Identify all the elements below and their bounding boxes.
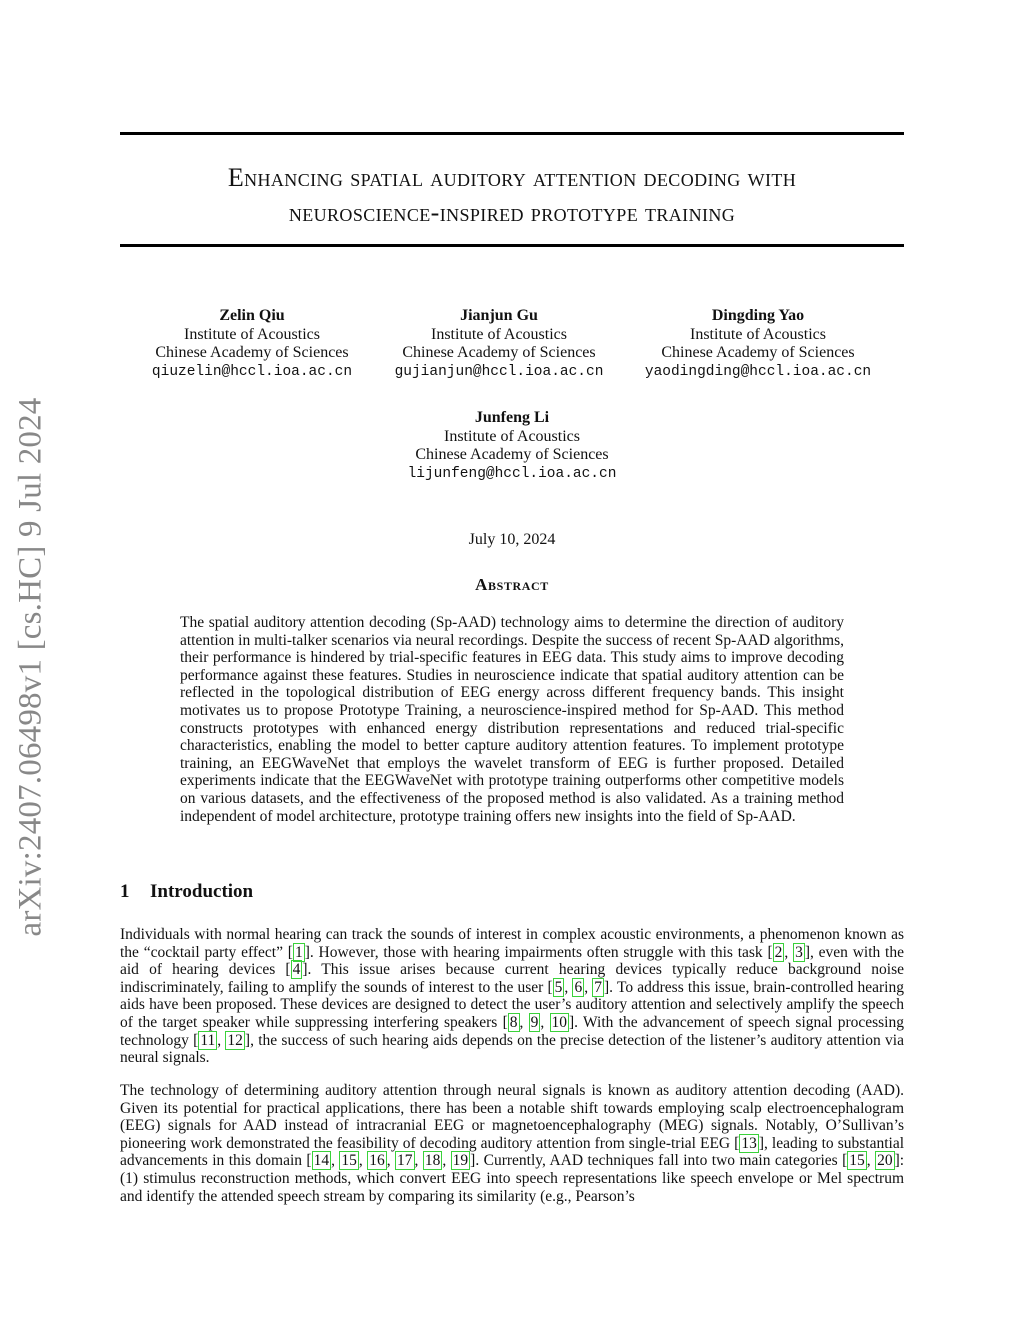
- title-top-rule: [120, 132, 904, 135]
- citation-link[interactable]: 15: [849, 1152, 865, 1170]
- paragraph-text: ]. This issue arises because current hearing devices typically reduce background noise indiscriminately, failing to amplify the sounds of interest to the user [: [120, 961, 904, 996]
- paragraph-text: ,: [386, 1152, 396, 1170]
- author-academy: Chinese Academy of Sciences: [661, 344, 855, 361]
- citation-link[interactable]: 8: [509, 1013, 518, 1031]
- citation-link[interactable]: 16: [369, 1152, 385, 1170]
- author-email[interactable]: qiuzelin@hccl.ioa.ac.cn: [151, 363, 353, 380]
- paragraph-text: ,: [519, 1013, 529, 1031]
- paragraph-text: The technology of determining auditory attention through neural signals is known as auditory attention decoding (AAD). Given its potential for practical applications, there has been a notable shift towards employing scalp electroencephalogram (EEG) signals for AAD instead of intracranial EEG or magnetoencephalography (MEG) signals. Notably, O’Sullivan’s pioneering work demonstrated the feasibility of decoding auditory attention from single-trial EEG [: [120, 1082, 904, 1152]
- citation-link[interactable]: 20: [877, 1152, 893, 1170]
- author-email[interactable]: gujianjun@hccl.ioa.ac.cn: [394, 363, 604, 380]
- paragraph-text: ]. With the advancement of speech signal processing technology [: [120, 1013, 904, 1049]
- paragraph-text: ]. However, those with hearing impairments often struggle with this task [: [304, 943, 773, 961]
- paragraph-text: ,: [358, 1152, 368, 1170]
- author-institute: Institute of Acoustics: [690, 325, 826, 343]
- author-institute: Institute of Acoustics: [184, 325, 320, 343]
- citation-link[interactable]: 1: [294, 943, 303, 961]
- citation-link[interactable]: 13: [741, 1134, 757, 1152]
- citation-link[interactable]: 7: [594, 978, 603, 996]
- paragraph-text: ,: [414, 1152, 423, 1170]
- citation-link[interactable]: 19: [452, 1152, 469, 1170]
- paragraph-text: ], leading to substantial advancements in this domain [: [120, 1134, 905, 1170]
- section-number: 1: [120, 881, 130, 902]
- paragraph-text: ,: [540, 1013, 550, 1031]
- paragraph-text: ,: [331, 1152, 340, 1170]
- intro-paragraph-1: [120, 926, 904, 1067]
- paragraph-text: ,: [866, 1152, 876, 1170]
- author-institute: Institute of Acoustics: [431, 325, 567, 343]
- abstract-heading: Abstract: [475, 575, 549, 594]
- author-block: [369, 307, 629, 381]
- paragraph-text: ,: [217, 1031, 226, 1049]
- arxiv-stamp-text: arXiv:2407.06498v1 [cs.HC] 9 Jul 2024: [12, 397, 49, 937]
- intro-paragraph-2: [120, 1082, 904, 1205]
- author-email[interactable]: lijunfeng@hccl.ioa.ac.cn: [407, 465, 617, 482]
- section-title: Introduction: [150, 881, 254, 902]
- title-bottom-rule: [120, 244, 904, 247]
- paragraph-text: ]. Currently, AAD techniques fall into two main categories [: [470, 1152, 848, 1170]
- author-institute: Institute of Acoustics: [444, 427, 580, 445]
- author-name: Junfeng Li: [474, 409, 550, 426]
- citation-link[interactable]: 15: [341, 1152, 357, 1170]
- citation-link[interactable]: 11: [200, 1031, 216, 1049]
- title-line-2: neuroscience-inspired prototype training: [288, 198, 736, 227]
- paragraph-text: ]. To address this issue, brain-controlled hearing aids have been proposed. These devices are designed to detect the user’s auditory attention and selectively amplify the speech of the target speaker while suppressing interfering speakers [: [120, 978, 904, 1031]
- paper-date: July 10, 2024: [468, 531, 556, 548]
- citation-link[interactable]: 9: [530, 1013, 539, 1031]
- citation-link[interactable]: 17: [397, 1152, 413, 1170]
- paragraph-text: ]: (1) stimulus reconstruction methods, which convert EEG into speech representations like speech envelope or Mel spectrum and identify the attended speech stream by comparing its similarity (e.g., Pearson’s: [120, 1152, 905, 1205]
- paragraph-text: Individuals with normal hearing can track the sounds of interest in complex acoustic environments, a phenomenon known as the “cocktail party effect” [: [120, 926, 904, 961]
- paragraph-text: ,: [564, 978, 573, 996]
- citation-link[interactable]: 2: [774, 943, 783, 961]
- citation-link[interactable]: 4: [292, 961, 301, 979]
- citation-link[interactable]: 12: [227, 1031, 243, 1049]
- citation-link[interactable]: 10: [551, 1013, 568, 1031]
- author-block: [628, 307, 888, 381]
- author-name: Zelin Qiu: [219, 307, 285, 324]
- author-block: [122, 307, 382, 381]
- paragraph-text: ,: [442, 1152, 451, 1170]
- author-email[interactable]: yaodingding@hccl.ioa.ac.cn: [644, 363, 872, 380]
- paragraph-text: ,: [784, 943, 794, 961]
- section-heading: [120, 881, 253, 903]
- citation-link[interactable]: 5: [554, 978, 563, 996]
- author-academy: Chinese Academy of Sciences: [415, 446, 609, 463]
- author-academy: Chinese Academy of Sciences: [402, 344, 596, 361]
- arxiv-stamp: [13, 372, 49, 962]
- author-block: [382, 409, 642, 483]
- citation-link[interactable]: 14: [313, 1152, 330, 1170]
- citation-link[interactable]: 3: [795, 943, 803, 961]
- citation-link[interactable]: 6: [574, 978, 583, 996]
- citation-link[interactable]: 18: [424, 1152, 441, 1170]
- abstract-text: The spatial auditory attention decoding (Sp-AAD) technology aims to determine the direction of auditory attention in multi-talker scenarios via neural recordings. Despite the success of recent Sp-AAD algorithms, their performance is hindered by trial-specific features in EEG data. This study aims to improve decoding performance against these features. Studies in neuroscience indicate that spatial auditory attention can be reflected in the topological distribution of EEG energy across different frequency bands. This insight motivates us to propose Prototype Training, a neuroscience-inspired method for Sp-AAD. This method constructs prototypes with enhanced energy distribution representations and reduced trial-specific characteristics, enabling the model to better capture auditory attention features. To implement prototype training, an EEGWaveNet that employs the wavelet transform of EEG is further proposed. Detailed experiments indicate that the EEGWaveNet with prototype training outperforms other competitive models on various datasets, and the effectiveness of the proposed method is also validated. As a training method independent of model architecture, prototype training offers new insights into the field of Sp-AAD.: [180, 614, 844, 825]
- paragraph-text: ], even with the aid of hearing devices [: [120, 943, 904, 979]
- author-name: Dingding Yao: [711, 307, 805, 324]
- title-line-1: Enhancing spatial auditory attention decoding with: [227, 163, 797, 192]
- paper-title: [120, 160, 904, 230]
- author-name: Jianjun Gu: [460, 307, 538, 324]
- paragraph-text: ,: [584, 978, 593, 996]
- paragraph-text: ], the success of such hearing aids depends on the precise detection of the listener’s auditory attention via neural signals.: [120, 1031, 904, 1067]
- author-academy: Chinese Academy of Sciences: [155, 344, 349, 361]
